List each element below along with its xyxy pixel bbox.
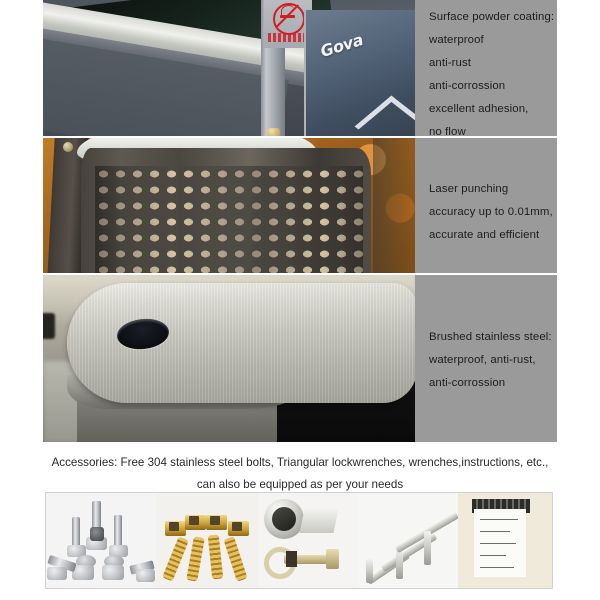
feature-row-surface-powder-coating xyxy=(43,0,557,136)
sheet-line xyxy=(480,555,506,556)
feature-row-brushed-stainless-steel xyxy=(43,275,557,442)
key-tip xyxy=(326,549,339,569)
screw-head xyxy=(165,521,186,536)
packaged-instructions-photo xyxy=(458,493,552,588)
lock-keyway xyxy=(272,507,296,531)
key-bit xyxy=(286,551,297,567)
screw-shank xyxy=(186,536,204,581)
accessories-description xyxy=(44,452,556,496)
hex-allen-wrenches-photo xyxy=(358,493,458,588)
screw-head xyxy=(228,521,249,536)
triangular-lock-and-key-photo xyxy=(258,493,358,588)
brass-bolt-detail xyxy=(267,128,280,136)
accessories-photo-strip xyxy=(45,492,553,589)
gova-logo: Gova xyxy=(318,30,366,61)
accessories-line: Accessories: Free 304 stainless steel bolts, Triangular lockwrenches, wrenches,instructions, etc., xyxy=(51,456,549,469)
sheet-line xyxy=(480,567,514,568)
brushed-stainless-steel-lid-with-ashtray-hole-photo xyxy=(43,275,415,442)
chevron-graphic-icon xyxy=(355,96,415,136)
screw-head xyxy=(206,515,227,530)
drum-curvature-shading xyxy=(95,166,363,273)
caption-line: anti-rust xyxy=(429,57,472,69)
accessories-line: can also be equipped as per your needs xyxy=(196,478,404,491)
caption-line: accuracy up to 0.01mm, xyxy=(429,206,553,218)
screw-shank xyxy=(208,535,224,580)
lock-cam-tab xyxy=(299,509,338,533)
caption-line: excellent adhesion, xyxy=(429,103,529,115)
bolt-shank xyxy=(72,517,80,547)
caption-laser-punching xyxy=(415,138,557,273)
caption-line: anti-corrossion xyxy=(429,80,506,92)
screw-shank xyxy=(162,537,189,582)
feature-row-laser-punching xyxy=(43,138,557,273)
caption-line: accurate and efficient xyxy=(429,229,540,241)
gold-self-drilling-screws-photo xyxy=(156,493,258,588)
hinge-screw-detail xyxy=(63,142,73,152)
bolt-head xyxy=(47,567,67,580)
caption-brushed-stainless-steel xyxy=(415,275,557,442)
sheet-line xyxy=(480,519,518,520)
dark-nut xyxy=(90,527,104,541)
caption-line: waterproof xyxy=(429,34,484,46)
stainless-steel-bolts-photo xyxy=(46,493,156,588)
screw-shank xyxy=(223,536,247,581)
screw-head-recess xyxy=(169,522,179,531)
caption-line: Brushed stainless steel: xyxy=(429,331,552,343)
background-dark-spot xyxy=(43,313,55,339)
screw-head xyxy=(185,515,206,530)
wrench-long-arm xyxy=(424,531,431,565)
wrench-long-arm xyxy=(396,549,403,579)
drum-right-shadow xyxy=(373,138,415,273)
screw-head-recess xyxy=(189,516,199,525)
instruction-sheet xyxy=(474,509,526,577)
hex-nut xyxy=(102,565,124,580)
brushed-finish-texture xyxy=(67,283,415,403)
sign-chinese-caption xyxy=(268,33,308,42)
sheet-line xyxy=(480,543,516,544)
caption-surface-powder-coating xyxy=(415,0,557,136)
sheet-line xyxy=(480,531,510,532)
caption-line: anti-corrossion xyxy=(429,377,506,389)
screw-head-recess xyxy=(210,516,220,525)
screw-head-recess xyxy=(232,522,242,531)
stainless-steel-bin-with-no-smoking-sign-photo xyxy=(43,0,415,136)
bolt-shank xyxy=(114,515,122,547)
bolt-head xyxy=(136,569,155,582)
branded-blue-panel xyxy=(304,10,415,136)
perforated-steel-bin-on-autumn-leaves-photo xyxy=(43,138,415,273)
caption-line: Surface powder coating: xyxy=(429,11,555,23)
caption-line: waterproof, anti-rust, xyxy=(429,354,536,366)
wrench-long-arm xyxy=(366,559,373,583)
caption-line: no flow xyxy=(429,126,466,136)
caption-line: Laser punching xyxy=(429,183,509,195)
